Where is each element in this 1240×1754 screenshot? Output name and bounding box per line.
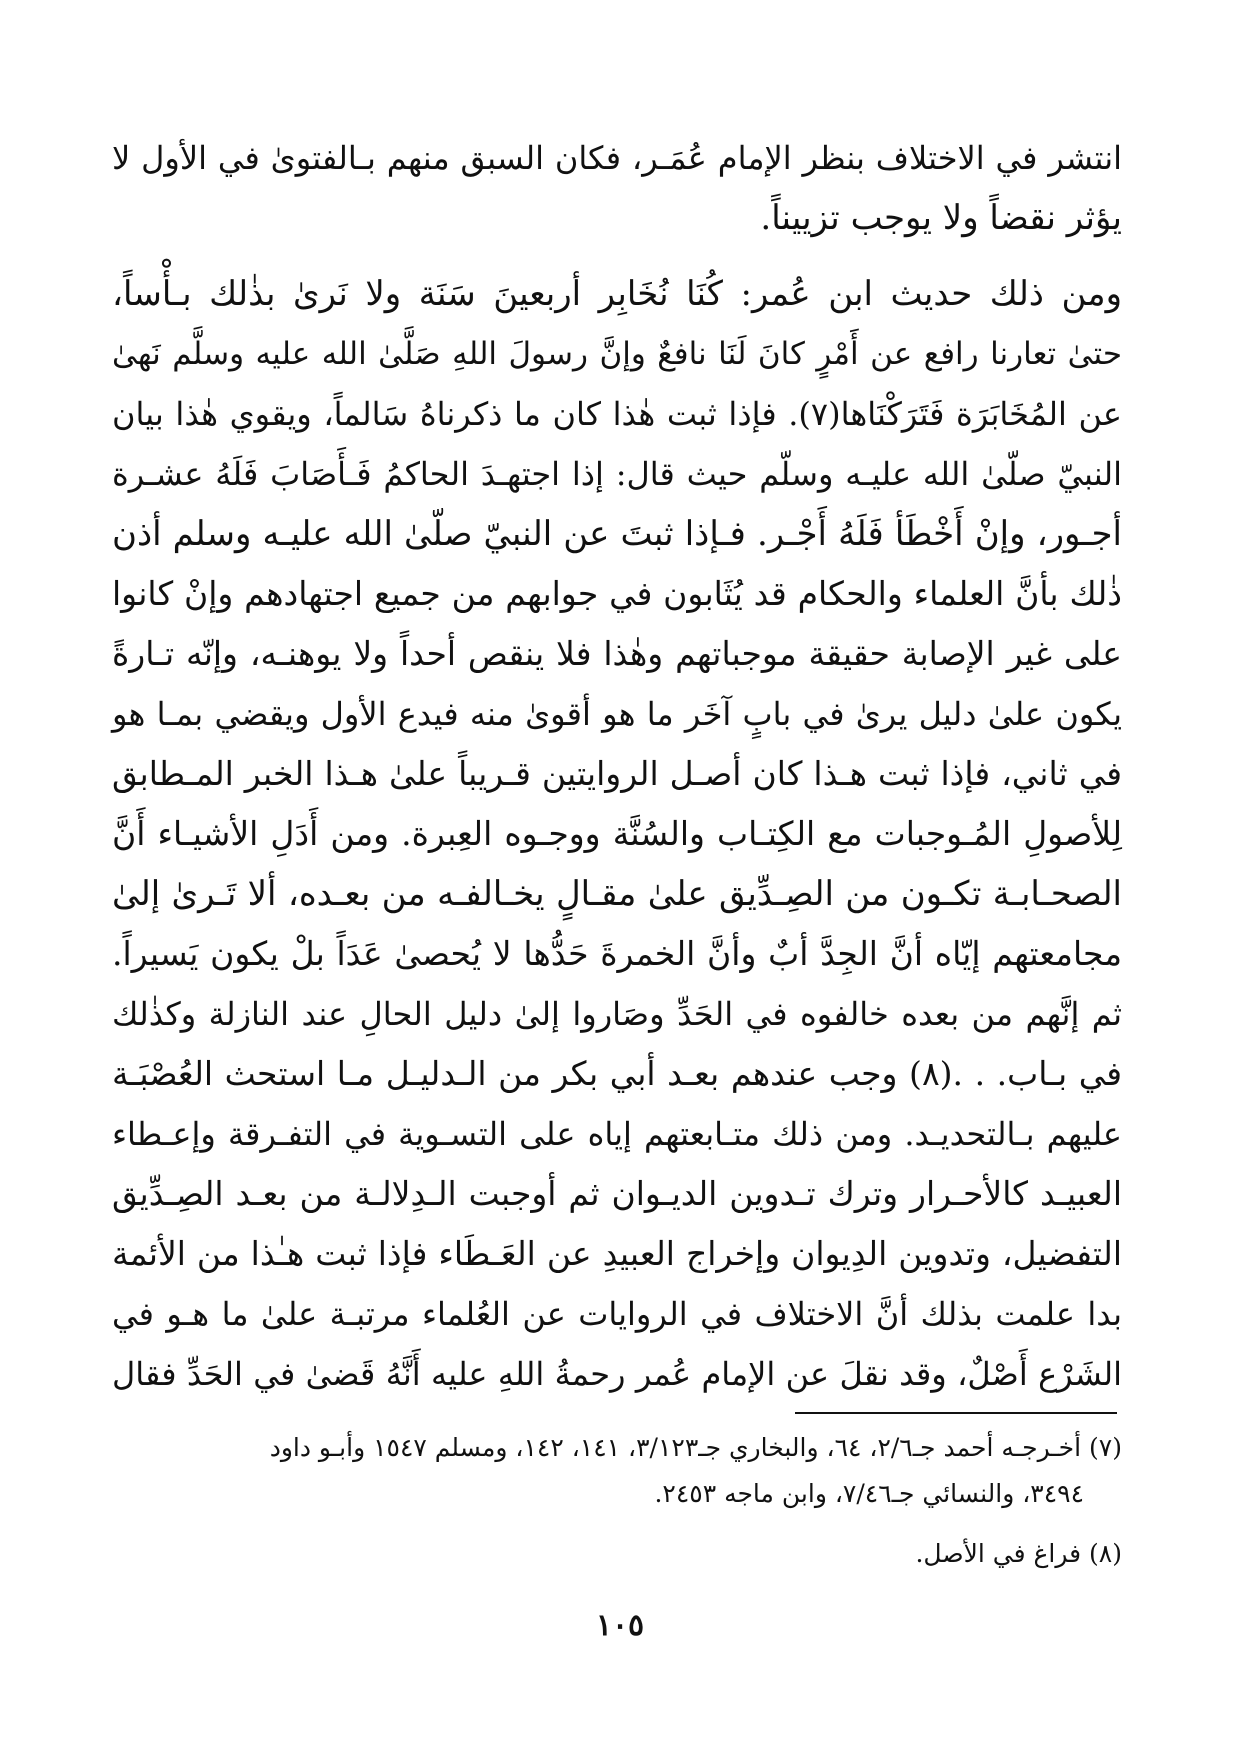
text-line: ومن ذلك حديث ابن عُمر: كُنَا نُخَابِر أربعينَ سَنَة ولا نَرىٰ بذٰلك بـأْساً، (112, 274, 1122, 314)
page-number: ١٠٥ (595, 1608, 645, 1643)
main-text (112, 128, 1122, 1404)
footnote-line: (٧) أخـرجـه أحمد جـ٢/٦، ٦٤، والبخاري جـ٣/١٢٣، ١٤١، ١٤٢، ومسلم ١٥٤٧ وأبـو داود (269, 1433, 1122, 1462)
text-line: أجـور، وإنْ أَخْطَأ فَلَهُ أَجْـر. فـإذا ثبتَ عن النبيّ صلّىٰ الله عليـه وسلم أذن (112, 514, 1122, 554)
text-line: النبيّ صلّىٰ الله عليـه وسلّم حيث قال: إذا اجتهـدَ الحاكمُ فَـأَصَابَ فَلَهُ عشـرة (112, 455, 1122, 493)
paragraph-1 (112, 128, 1122, 248)
text-line: ثم إنَّهم من بعده خالفوه في الحَدِّ وصَاروا إلىٰ دليل الحالِ عند النازلة وكذٰلك (112, 995, 1122, 1033)
text-line: يؤثر نقضاً ولا يوجب تزييناً. (760, 198, 1122, 238)
paragraph-spacer (112, 248, 1122, 264)
text-line: انتشر في الاختلاف بنظر الإمام عُمَـر، فكان السبق منهم بـالفتوىٰ في الأول لا (112, 139, 1122, 177)
text-line: عليهم بـالتحديـد. ومن ذلك متـابعتهم إياه على التسـوية في التفـرقة وإعـطاء (112, 1115, 1123, 1153)
text-line: في بـاب. . .(٨) وجب عندهم بعـد أبي بكر من الـدليـل مـا استحث العُصْبَـة (112, 1054, 1122, 1093)
text-line: على غير الإصابة حقيقة موجباتهم وهٰذا فلا ينقص أحداً ولا يوهنـه، وإنّه تـارةً (112, 634, 1122, 673)
text-line: حتىٰ تعارنا رافع عن أَمْرٍ كانَ لَنَا نافعٌ وإنَّ رسولَ اللهِ صَلَّىٰ الله عليه وسلَّم نَهىٰ (112, 336, 1122, 372)
text-line: الصحـابـة تكـون من الصِـدِّيق علىٰ مقـالٍ يخـالفـه من بعـده، ألا تَـرىٰ إلىٰ (112, 874, 1122, 914)
footnote-line: (٨) فراغ في الأصل. (915, 1539, 1122, 1568)
text-line: بدا علمت بذلك أنَّ الاختلاف في الروايات عن العُلماء مرتبـة علىٰ ما هـو في (112, 1295, 1123, 1333)
text-line: ذٰلك بأنَّ العلماء والحكام قد يُثَابون في جوابهم من جميع اجتهادهم وإنْ كانوا (112, 574, 1122, 613)
text-line: في ثاني، فإذا ثبت هـذا كان أصـل الروايتين قـريباً علىٰ هـذا الخبر المـطابق (112, 754, 1122, 793)
footnote-separator (795, 1412, 1117, 1414)
text-line: التفضيل، وتدوين الدِيوان وإخراج العبيدِ عن العَـطَاء فإذا ثبت هـٰذا من الأئمة (112, 1234, 1122, 1273)
footnote-spacer (112, 1517, 1122, 1531)
paragraph-2 (112, 264, 1122, 1404)
text-line: لِلأصولِ المُـوجبات مع الكِتـاب والسُنَّة ووجـوه العِبرة. ومن أَدَلِ الأشيـاء أَنَّ (112, 814, 1122, 853)
text-line: يكون علىٰ دليل يرىٰ في بابٍ آخَر ما هو أقوىٰ منه فيدع الأول ويقضي بمـا هو (112, 695, 1122, 733)
text-line: مجامعتهم إيّاه أنَّ الجِدَّ أبٌ وأنَّ الخمرةَ حَدُّها لا يُحصىٰ عَدَاً بلْ يكون يَسيراً. (112, 934, 1122, 973)
text-line: عن المُخَابَرَة فَتَرَكْنَاها(٧). فإذا ثبت هٰذا كان ما ذكرناهُ سَالماً، ويقوي هٰذا بيان (112, 395, 1122, 433)
text-line: العبيـد كالأحـرار وترك تـدوين الديـوان ثم أوجبت الـدِلالـة من بعـد الصِـدِّيق (112, 1174, 1122, 1213)
footnotes (112, 1425, 1122, 1577)
footnote-8 (112, 1531, 1122, 1577)
text-line: الشَرْع أَصْلٌ، وقد نقلَ عن الإمام عُمر رحمةُ اللهِ عليه أَنَّهُ قَضىٰ في الحَدِّ فقال (112, 1355, 1123, 1393)
footnote-7 (112, 1425, 1122, 1517)
footnote-line: ٣٤٩٤، والنسائي جـ٧/٤٦، وابن ماجه ٢٤٥٣. (654, 1479, 1084, 1508)
